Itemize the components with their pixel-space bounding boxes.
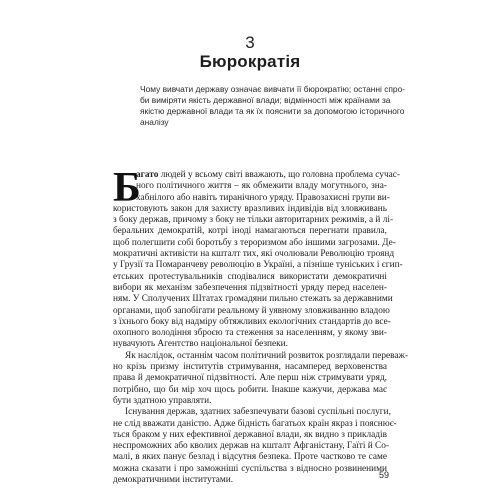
paragraph-2 [113, 350, 409, 407]
text-line: малі, в яких панує безлад і відсутня безпека. Проте частково те саме [113, 452, 387, 463]
text-line: мократичні активісти на кшталт тих, які очолювали Революцію троянд [113, 249, 395, 260]
text-line: хабнілого або навіть тиранічного уряду. Правозахисні групи ви- [136, 192, 390, 203]
text-line: Існування держав, здатних забезпечувати базові суспільні послуги, [125, 407, 391, 418]
text-line: демократичними інститутами. [113, 475, 234, 486]
lead-word: агато [136, 170, 159, 180]
text-line: бути здатною управляти. [113, 395, 212, 406]
body-text [113, 165, 409, 486]
chapter-abstract [140, 84, 406, 128]
text-line: органами, щоб запобігати реальному й уявному зловживанню владою [113, 305, 390, 316]
first-line-rest: людей у всьому світі вважають, що головна проблема сучас- [158, 170, 400, 180]
paragraph-3 [113, 407, 397, 486]
text-line [113, 170, 400, 181]
text-line: нувачують Агентство національної безпеки. [113, 339, 288, 350]
drop-cap: Б [113, 165, 141, 211]
text-line: ного політичного життя – як обмежити владу могутнього, зна- [136, 181, 387, 192]
paragraph-1 [113, 165, 403, 351]
text-line: охопного володіння зброєю та стеження за населенням, у якому зви- [113, 328, 387, 339]
text-line: етських протестувальників сподівалися використати демократичні [113, 271, 387, 282]
text-line: не слід вважати даністю. Адже бідність багатьох країн якраз і пояснює- [113, 418, 397, 429]
text-line: но крізь призму інститутів стримування, насамперед верховенства [113, 362, 387, 373]
text-line: права й демократичної підзвітності. Але перш ніж стримувати уряд, [113, 373, 387, 384]
chapter-number: 3 [245, 33, 255, 52]
text-line: з боку держав, причому з боку не тільки авторитарних режимів, а й лі- [113, 215, 394, 226]
text-line: користовують закон для захисту вразливих індивідів від зловживань [113, 203, 387, 214]
text-line: можна сказати і про заможніші суспільства з відносно розвиненими [113, 463, 387, 474]
text-line: ням. У Сполучених Штатах громадяни пильно стежать за державними [113, 294, 393, 305]
text-line: потрібно, що би мір хоч щось робити. Інакше кажучи, держава має [113, 384, 387, 395]
abstract-line: аналізу [140, 117, 169, 127]
abstract-line: Чому вивчати державу означає вивчати її бюрократію; останні спро- [140, 84, 406, 94]
text-line: ться браком у них ефективної державної влади, як видно з прикладів [113, 429, 387, 440]
text-line: неспроможних або кволих держав на кшталт Афганістану, Гаїті й Со- [113, 441, 389, 452]
text-line: вибори як механізм забезпечення підзвітності уряду перед населен- [113, 282, 387, 293]
page-number: 59 [378, 470, 389, 480]
text-line: з їхнього боку від надміру обтяжливих екологічних стандартів до все- [113, 316, 391, 327]
text-line: щоб полегшити собі боротьбу з тероризмом або іншими загрозами. Де- [113, 237, 396, 248]
abstract-line: якістю державної влади та як їх пояснити за допомогою історичного [140, 106, 405, 116]
text-line: Як наслідок, останнім часом політичний розвиток розглядали переваж- [125, 350, 409, 361]
text-line: у Грузії та Помаранчеву революцію в Україні, а пізніше туніських і єгип- [113, 260, 403, 271]
text-line: беральних демократій, котрі іноді намагаються перегнати правила, [113, 226, 387, 237]
abstract-line: би виміряти якість державної влади; відмінності між країнами за [140, 95, 391, 105]
chapter-title: Бюрократія [199, 52, 301, 71]
